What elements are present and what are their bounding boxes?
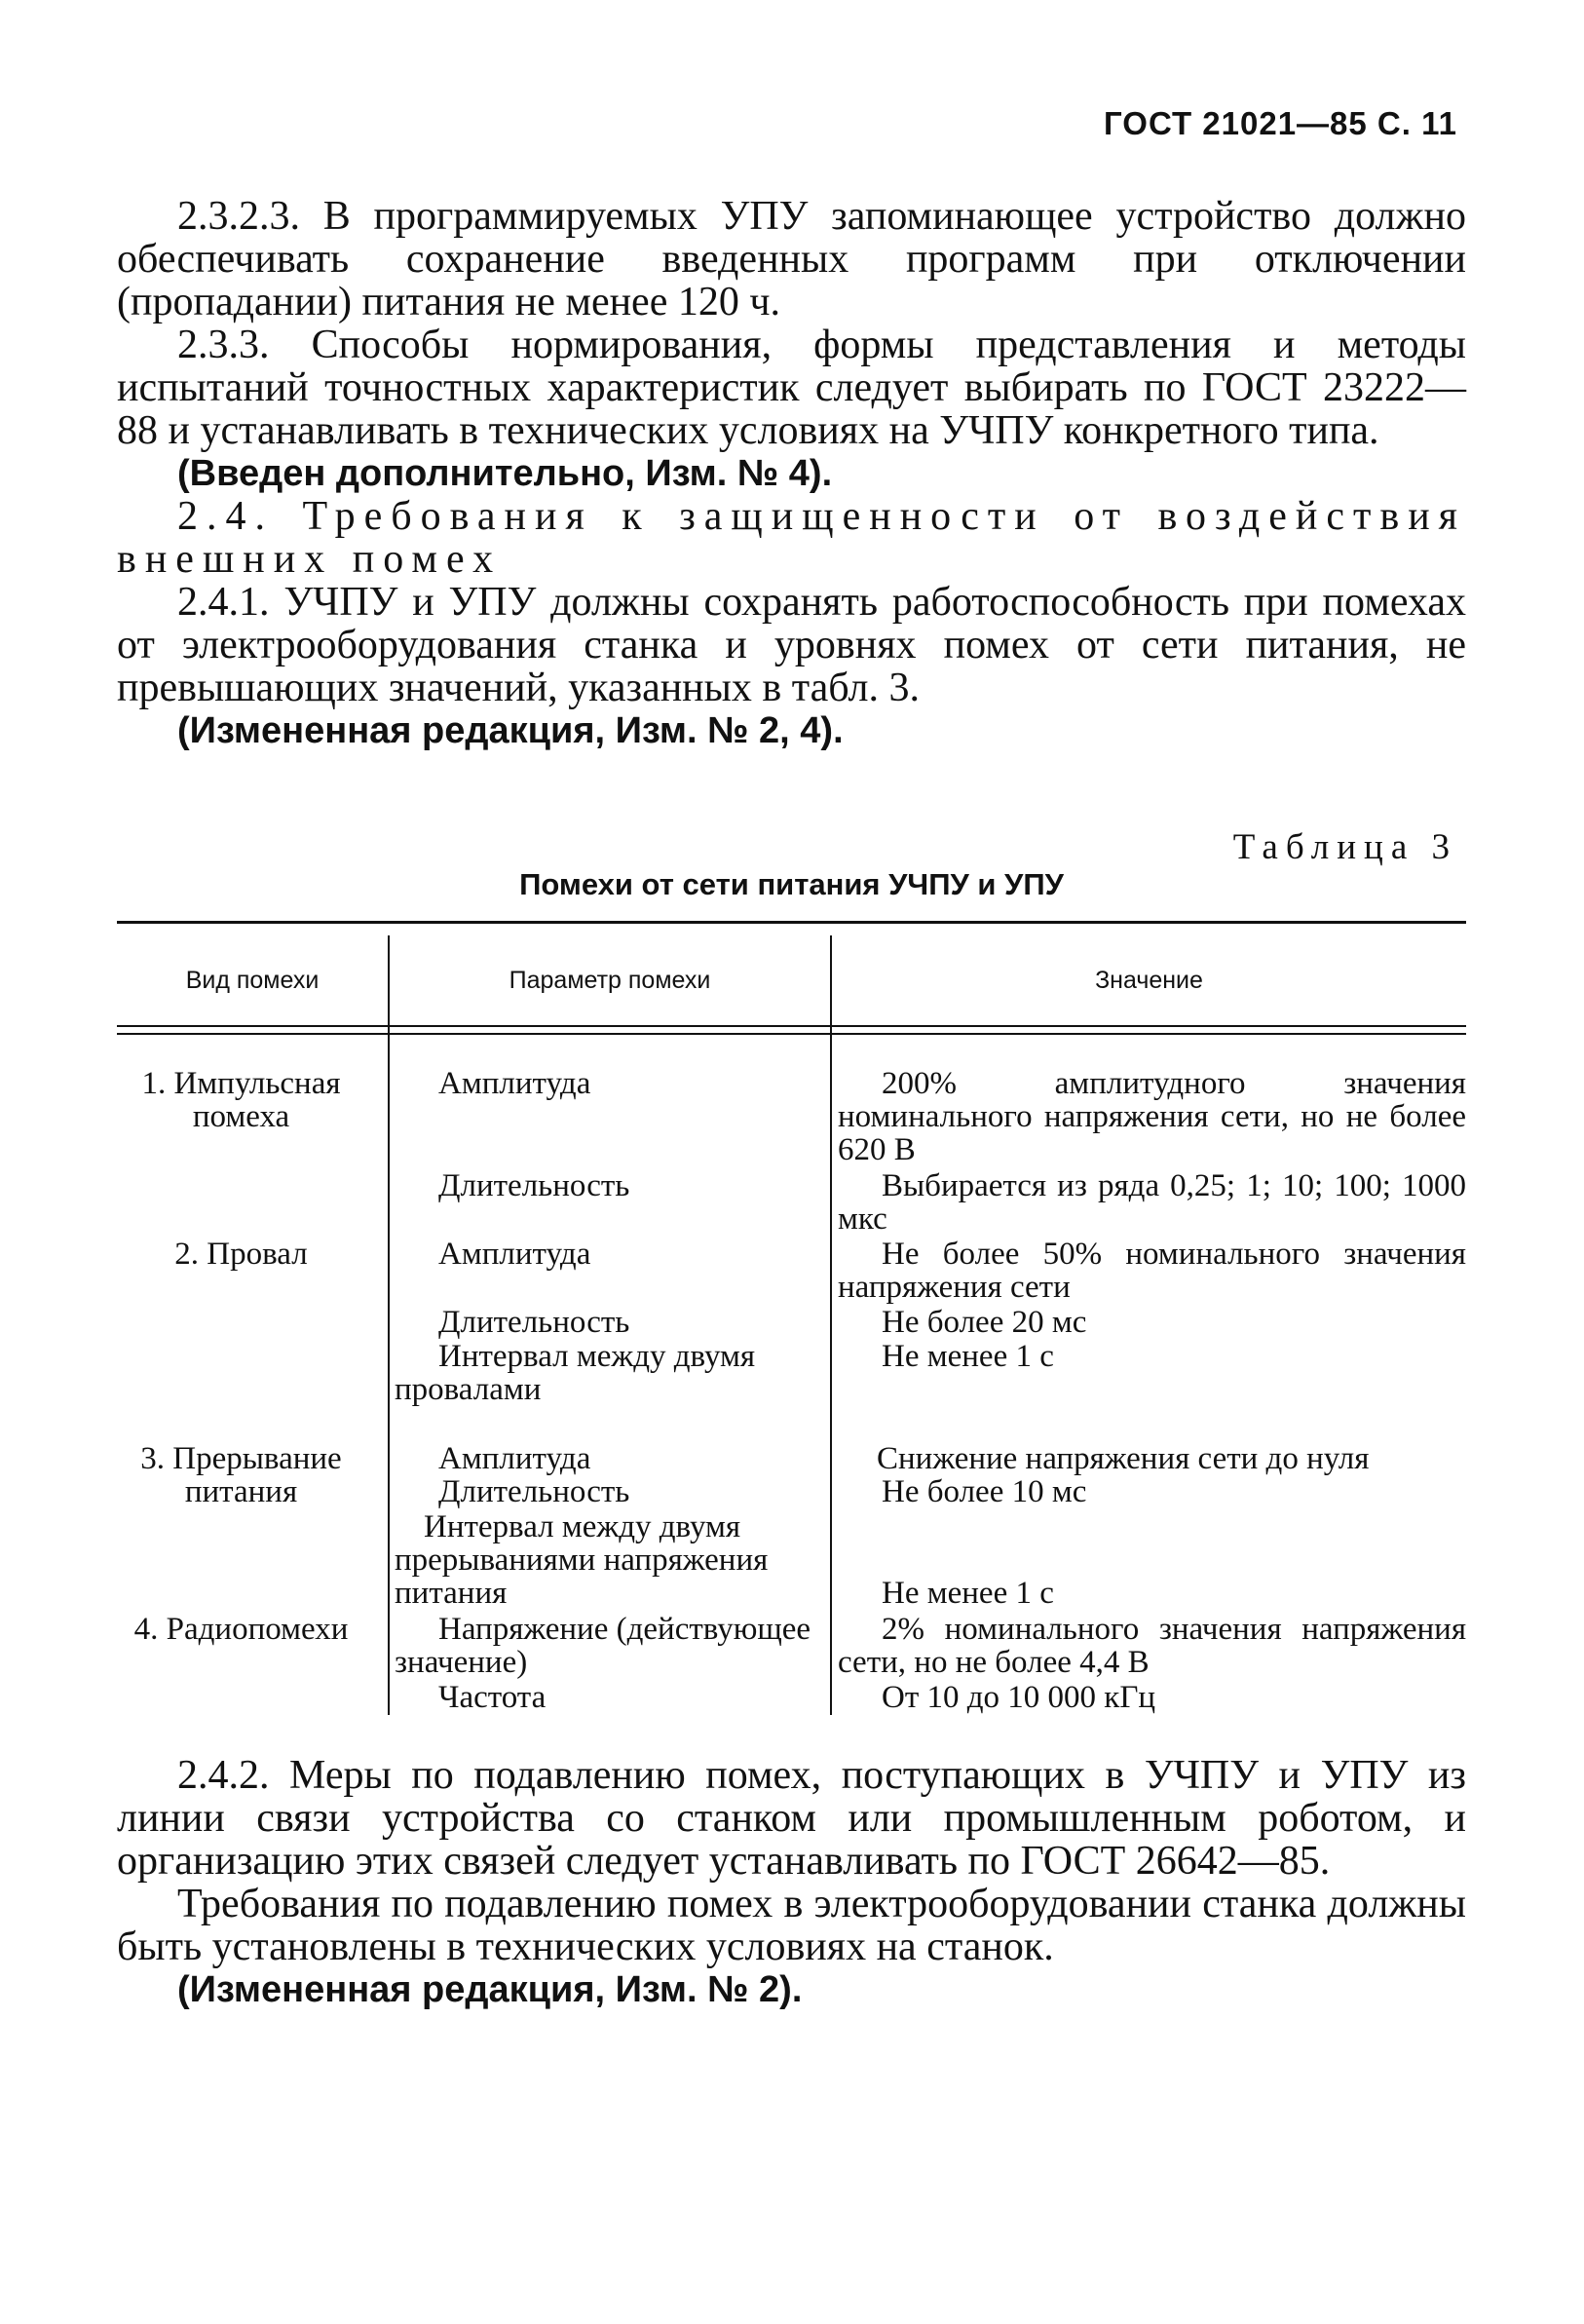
table-cell-kind: 3. Прерывание питания (140, 1441, 342, 1509)
table-cell-value: Не более 10 мс (882, 1474, 1087, 1509)
paragraph-2-4-2: 2.4.2. Меры по подавлению помех, поступающих в УЧПУ и УПУ из линии связи устройства со станком или промышленным роботом, и организацию этих связей следует устанавливать по ГОСТ 26642—85. (117, 1753, 1466, 1884)
table-cell-value: Не менее 1 с (882, 1339, 1054, 1374)
table-cell-param: Длительность (438, 1474, 630, 1509)
table-cell-value: Не более 50% номинального значения напряжения сети (838, 1237, 1466, 1305)
table-cell-value: 200% амплитудного значения номинального напряжения сети, но не более 620 В (838, 1066, 1466, 1167)
table-cell-param: Интервал между двумя прерываниями напряжения питания (395, 1509, 769, 1611)
table-top-rule (117, 921, 1466, 924)
table-cell-param: Интервал между двумя провалами (395, 1339, 756, 1407)
amendment-note-1: (Введен дополнительно, Изм. № 4). (177, 453, 833, 494)
table-cell-value: Не менее 1 с (882, 1576, 1054, 1611)
table-cell-param: Частота (438, 1680, 547, 1715)
table-cell-param: Длительность (438, 1168, 630, 1203)
table-cell-value: Снижение напряжения сети до нуля (877, 1441, 1370, 1476)
table-header-rule-2 (117, 1033, 1466, 1035)
table-column-divider-1 (388, 935, 390, 1715)
table-cell-value: Не более 20 мс (882, 1305, 1087, 1340)
text-block-top (117, 195, 1466, 752)
table-header-param: Параметр помехи (509, 967, 711, 994)
section-heading-2-4: 2.4. Требования к защищенности от воздействия внешних помех (117, 494, 1466, 582)
paragraph-requirements: Требования по подавлению помех в электрооборудовании станка должны быть установлены в технических условиях на станок. (117, 1882, 1466, 1969)
paragraph-2-4-1: 2.4.1. УЧПУ и УПУ должны сохранять работоспособность при помехах от электрооборудования станка и уровнях помех от сети питания, не превышающих значений, указанных в табл. 3. (117, 580, 1466, 710)
table-cell-param: Амплитуда (438, 1066, 591, 1101)
table-cell-value: От 10 до 10 000 кГц (882, 1680, 1156, 1715)
table-cell-value: 2% номинального значения напряжения сети, но не более 4,4 В (838, 1612, 1466, 1680)
table-cell-value: Выбирается из ряда 0,25; 1; 10; 100; 1000 мкс (838, 1168, 1466, 1237)
table-header-rule-1 (117, 1025, 1466, 1027)
table-cell-param: Амплитуда (438, 1237, 591, 1272)
table-cell-param: Напряжение (действующее значение) (395, 1612, 811, 1680)
table-title: Помехи от сети питания УЧПУ и УПУ (519, 867, 1064, 901)
paragraph-2-3-2-3: 2.3.2.3. В программируемых УПУ запоминающее устройство должно обеспечивать сохранение введенных программ при отключении (пропадании) питания не менее 120 ч. (117, 194, 1466, 324)
table-header-value: Значение (1095, 967, 1203, 994)
table-cell-kind: 4. Радиопомехи (133, 1612, 349, 1647)
paragraph-2-3-3: 2.3.3. Способы нормирования, формы представления и методы испытаний точностных характеристик следует выбирать по ГОСТ 23222—88 и устанавливать в технических условиях на УЧПУ конкретного типа. (117, 323, 1466, 453)
table-cell-kind: 1. Импульсная помеха (141, 1066, 341, 1134)
table-cell-kind: 2. Провал (174, 1237, 308, 1272)
amendment-note-3: (Измененная редакция, Изм. № 2). (177, 1969, 803, 2010)
table-cell-param: Амплитуда (438, 1441, 591, 1476)
table-header-kind: Вид помехи (185, 967, 320, 994)
table-cell-param: Длительность (438, 1305, 630, 1340)
amendment-note-2: (Измененная редакция, Изм. № 2, 4). (177, 710, 844, 751)
text-block-bottom (117, 1754, 1466, 2011)
table-number: Таблица 3 (1232, 827, 1457, 867)
page-header: ГОСТ 21021—85 С. 11 (1104, 105, 1457, 141)
